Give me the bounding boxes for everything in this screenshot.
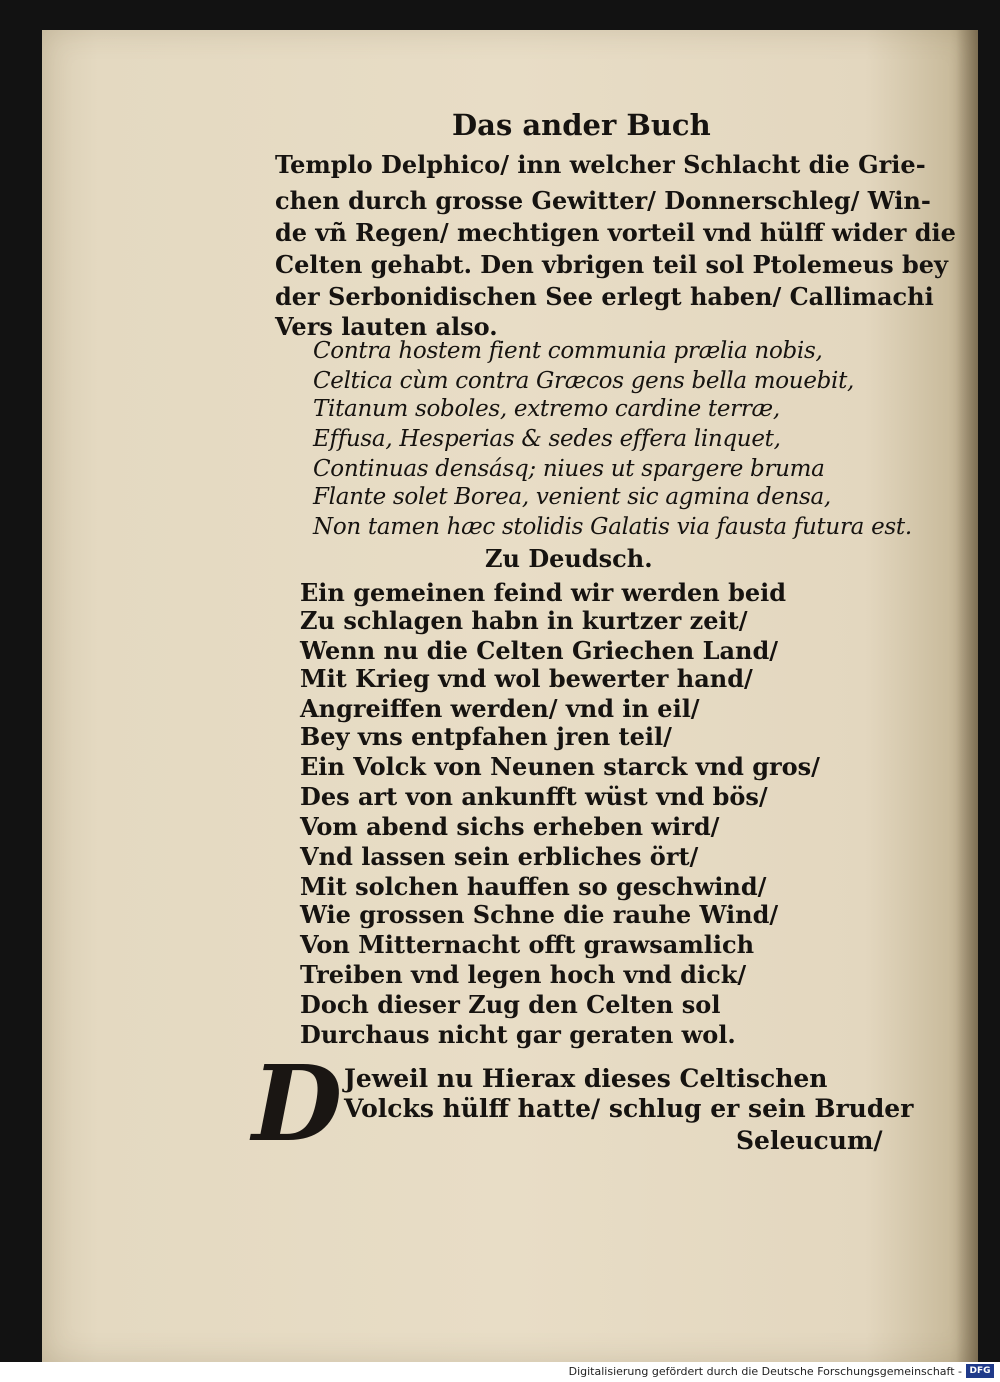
prose-line: chen durch grosse Gewitter/ Donnerschleg/ Win- xyxy=(275,186,931,215)
german-verse-line: Vom abend sichs erheben wird/ xyxy=(300,812,720,841)
latin-verse-line: Effusa, Hesperias & sedes effera linquet, xyxy=(313,426,781,452)
german-verse-line: Wie grossen Schne die rauhe Wind/ xyxy=(300,900,779,929)
german-verse-line: Durchaus nicht gar geraten wol. xyxy=(300,1020,736,1049)
closing-line: Jeweil nu Hierax dieses Celtischen xyxy=(344,1064,828,1093)
latin-verse-line: Celtica cùm contra Græcos gens bella mouebit, xyxy=(313,368,855,394)
decorated-initial: D xyxy=(252,1042,343,1165)
latin-verse-line: Continuas densásq; niues ut spargere bruma xyxy=(313,456,825,482)
footer-bar xyxy=(0,1362,1000,1382)
prose-line: de vñ Regen/ mechtigen vorteil vnd hülff wider die xyxy=(275,218,956,247)
latin-verse-line: Contra hostem fient communia prælia nobis, xyxy=(313,338,823,364)
prose-line: Templo Delphico/ inn welcher Schlacht die Grie- xyxy=(275,150,926,179)
funding-notice: Digitalisierung gefördert durch die Deutsche Forschungsgemeinschaft - xyxy=(568,1365,962,1378)
german-verse-line: Bey vns entpfahen jren teil/ xyxy=(300,722,672,751)
latin-verse-line: Flante solet Borea, venient sic agmina densa, xyxy=(313,484,831,510)
prose-line: der Serbonidischen See erlegt haben/ Callimachi xyxy=(275,282,934,311)
german-verse-line: Ein Volck von Neunen starck vnd gros/ xyxy=(300,752,820,781)
german-verse-line: Ein gemeinen feind wir werden beid xyxy=(300,578,787,607)
running-head: Das ander Buch xyxy=(452,108,711,142)
dfg-logo: DFG xyxy=(966,1364,994,1378)
german-verse-line: Doch dieser Zug den Celten sol xyxy=(300,990,721,1019)
latin-verse-line: Non tamen hæc stolidis Galatis via fausta futura est. xyxy=(313,514,912,540)
german-verse-line: Treiben vnd legen hoch vnd dick/ xyxy=(300,960,747,989)
closing-line: Volcks hülff hatte/ schlug er sein Bruder xyxy=(344,1094,914,1123)
german-verse-line: Des art von ankunfft wüst vnd bös/ xyxy=(300,782,768,811)
german-verse-line: Vnd lassen sein erbliches ört/ xyxy=(300,842,699,871)
german-verse-line: Von Mitternacht offt grawsamlich xyxy=(300,930,755,959)
catchword: Seleucum/ xyxy=(736,1126,883,1155)
german-verse-line: Zu schlagen habn in kurtzer zeit/ xyxy=(300,606,748,635)
german-verse-line: Wenn nu die Celten Griechen Land/ xyxy=(300,636,779,665)
latin-verse-line: Titanum soboles, extremo cardine terræ, xyxy=(313,396,780,422)
german-verse-line: Mit solchen hauffen so geschwind/ xyxy=(300,872,767,901)
prose-line: Vers lauten also. xyxy=(275,312,498,341)
prose-line: Celten gehabt. Den vbrigen teil sol Ptolemeus bey xyxy=(275,250,948,279)
german-verse-line: Mit Krieg vnd wol bewerter hand/ xyxy=(300,664,753,693)
page-gutter-shadow xyxy=(956,30,978,1362)
german-verse-line: Angreiffen werden/ vnd in eil/ xyxy=(300,694,700,723)
translation-heading: Zu Deudsch. xyxy=(485,544,653,573)
